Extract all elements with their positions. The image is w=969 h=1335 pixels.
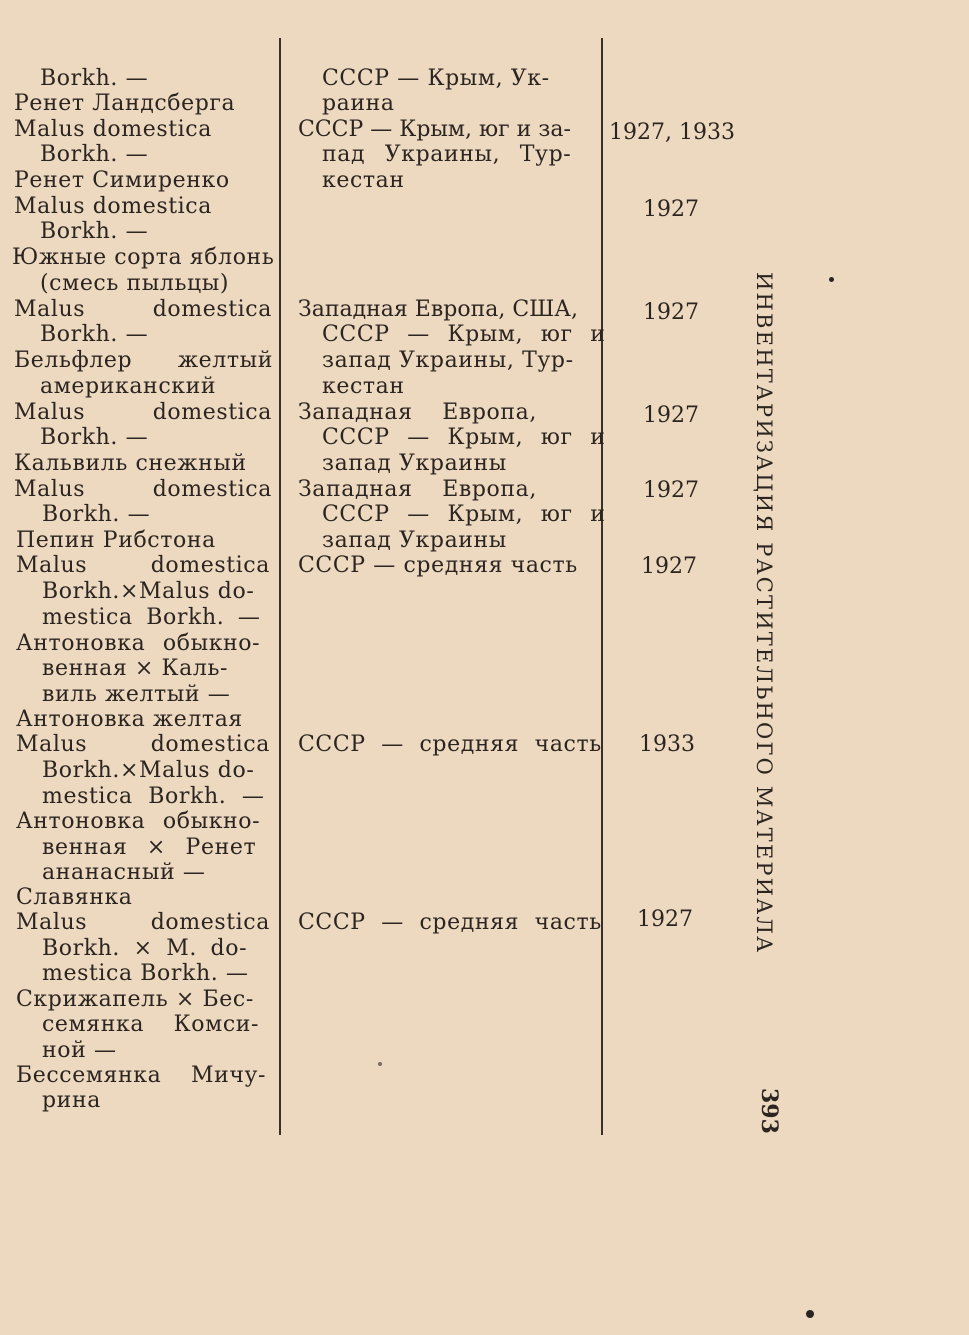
species-line: Borkh. — — [40, 219, 149, 244]
species-line: Антоновка обыкно- — [16, 809, 261, 834]
region-line: Западная Европа, — [298, 477, 537, 502]
species-line: mestica Borkh. — — [42, 961, 249, 986]
species-line: Malus domestica — [14, 297, 272, 322]
region-line: запад Украины — [322, 528, 507, 553]
region-line: СССР — Крым, Ук- — [322, 66, 550, 91]
region-line: пад Украины, Тур- — [322, 142, 572, 167]
species-line: (смесь пыльцы) — [40, 271, 230, 296]
species-line: Антоновка желтая — [16, 707, 243, 732]
year-cell: 1927 — [643, 197, 699, 222]
species-line: Malus domestica — [14, 477, 272, 502]
species-line: Бельфлер желтый — [14, 348, 274, 373]
species-line: венная × Каль- — [42, 656, 229, 681]
species-line: mestica Borkh. — — [42, 605, 261, 630]
region-line: кестан — [322, 374, 405, 399]
species-line: Скрижапель × Бес- — [16, 987, 254, 1012]
year-cell: 1933 — [639, 732, 695, 757]
species-line: Славянка — [16, 885, 133, 910]
region-line: Западная Европа, — [298, 400, 537, 425]
ink-speck — [806, 1310, 814, 1318]
page-number: 393 — [756, 1088, 782, 1134]
year-cell: 1927 — [643, 403, 699, 428]
region-line: Западная Европа, США, — [298, 297, 578, 322]
ink-speck — [378, 1062, 382, 1066]
year-cell: 1927 — [641, 554, 697, 579]
species-line: Borkh. — — [40, 66, 149, 91]
line-text: Malus domestica — [14, 194, 212, 219]
species-line: Кальвиль снежный — [14, 451, 247, 476]
line-text: Malus domestica — [14, 117, 212, 142]
region-line: СССР — Крым, юг и — [322, 425, 606, 450]
species-line: Borkh. — — [42, 502, 151, 527]
species-line: Borkh. — — [40, 425, 149, 450]
region-line: запад Украины — [322, 451, 507, 476]
species-line: Ренет Ландсберга — [14, 91, 236, 116]
species-line: Borkh.×Malus do- — [42, 758, 255, 783]
column-rule-2 — [601, 38, 603, 1135]
year-cell: 1927 — [643, 478, 699, 503]
region-line: СССР — средняя часть — [298, 553, 578, 578]
region-line: кестан — [322, 168, 405, 193]
species-line: Malus domestica — [16, 910, 270, 935]
species-line: рина — [42, 1088, 101, 1113]
species-line: Borkh.×Malus do- — [42, 579, 255, 604]
species-line: венная × Ренет — [42, 835, 257, 860]
species-line: Malus domestica — [16, 553, 270, 578]
region-line: запад Украины, Тур- — [322, 348, 574, 373]
region-line: раина — [322, 91, 395, 116]
species-line: ананасный — — [42, 860, 206, 885]
year-cell: 1927 — [643, 300, 699, 325]
species-line: Malus domestica — [14, 400, 272, 425]
year-cell: 1927 — [637, 907, 693, 932]
species-line — [14, 117, 271, 143]
species-line: Ренет Симиренко — [14, 168, 230, 193]
region-line: СССР — средняя часть — [298, 732, 602, 757]
species-line: американский — [40, 374, 217, 399]
species-line: Антоновка обыкно- — [16, 631, 261, 656]
region-line: СССР — Крым, юг и за- — [298, 117, 571, 142]
species-line: Borkh. — — [40, 322, 149, 347]
species-line: семянка Комси- — [42, 1012, 260, 1037]
year-cell: 1927, 1933 — [609, 120, 735, 145]
ink-speck — [829, 277, 834, 282]
species-line: mestica Borkh. — — [42, 784, 265, 809]
running-head: ИНВЕНТАРИЗАЦИЯ РАСТИТЕЛЬНОГО МАТЕРИАЛА — [752, 272, 776, 955]
species-line: виль желтый — — [42, 682, 231, 707]
species-line: Пепин Рибстона — [16, 528, 216, 553]
region-line: СССР — Крым, юг и — [322, 502, 606, 527]
species-line: Borkh. — — [40, 142, 149, 167]
region-line: СССР — Крым, юг и — [322, 322, 606, 347]
region-line: СССР — средняя часть — [298, 910, 602, 935]
species-line: Borkh. × M. do- — [42, 936, 248, 961]
species-line: Южные сорта яблонь — [12, 245, 275, 270]
column-rule-1 — [279, 38, 281, 1135]
species-line: Бессемянка Мичу- — [16, 1063, 267, 1088]
species-line: ной — — [42, 1038, 117, 1063]
species-line — [14, 194, 271, 220]
species-line: Malus domestica — [16, 732, 270, 757]
